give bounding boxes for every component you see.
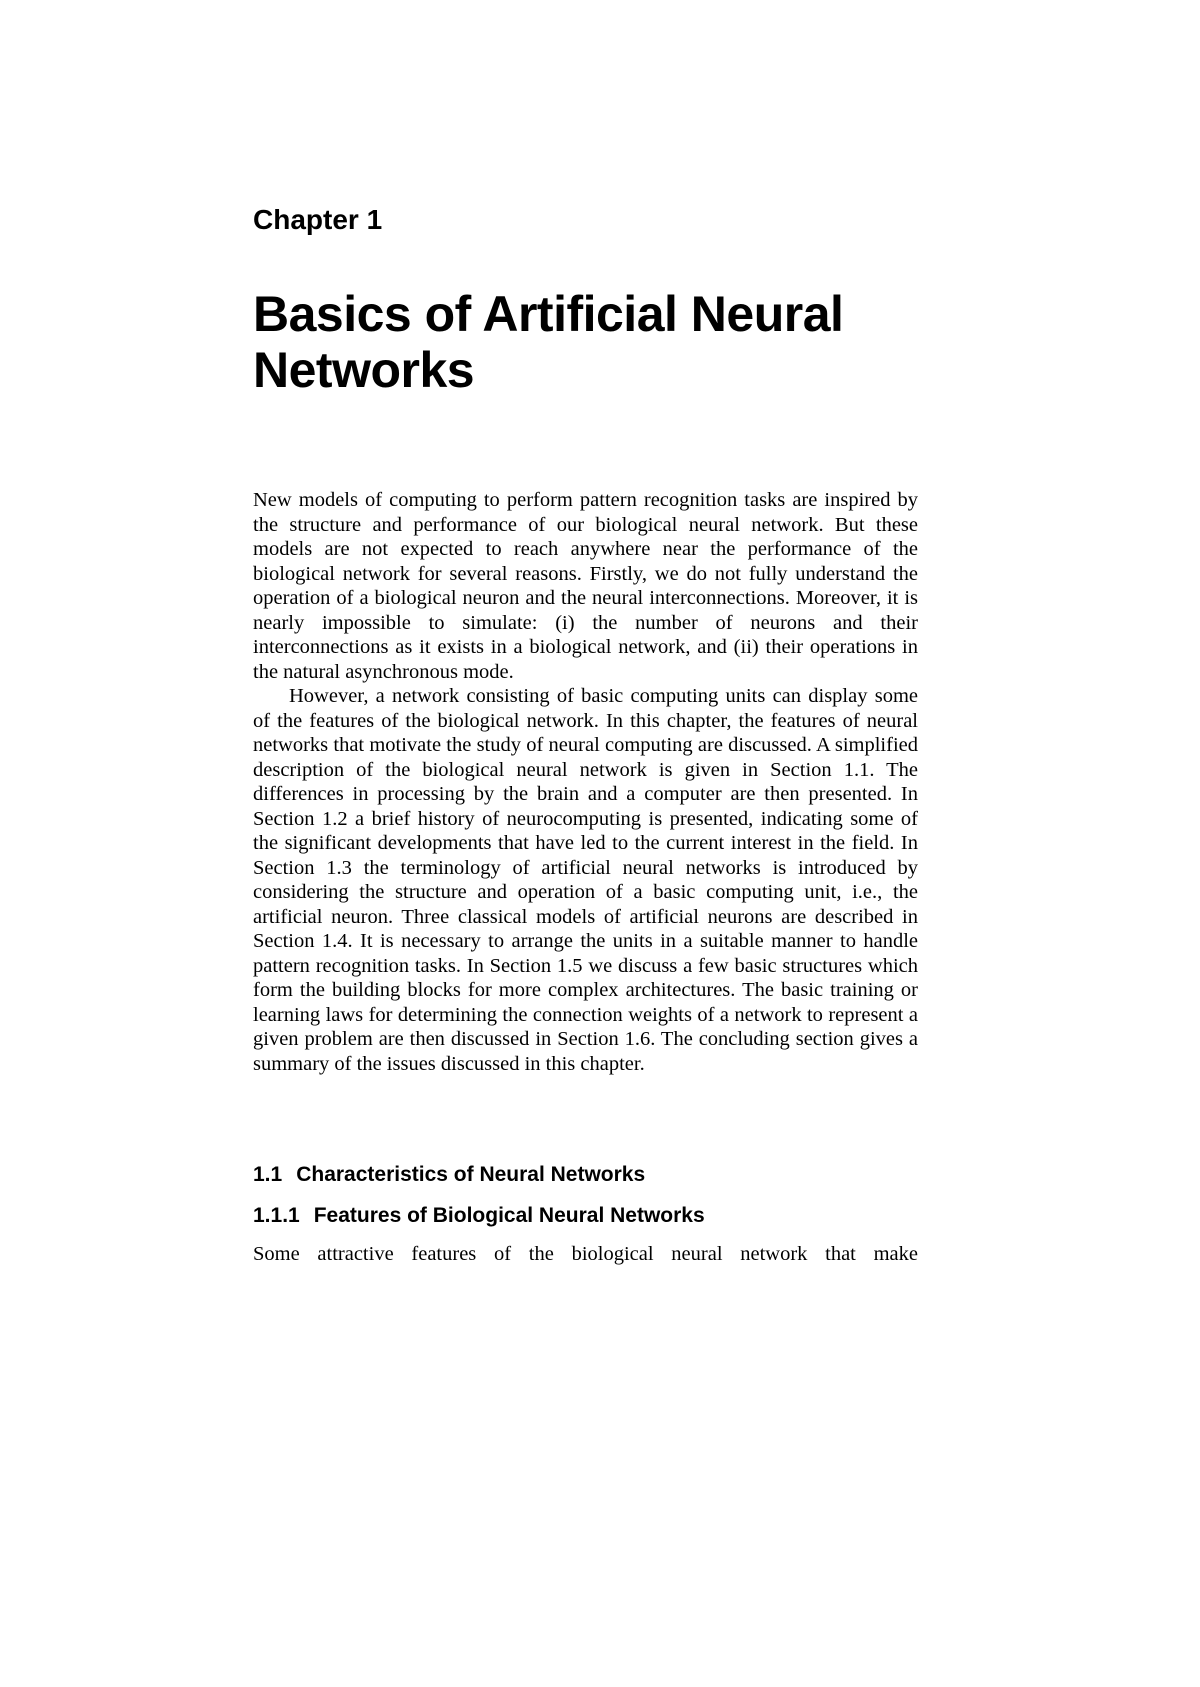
- section-title: Characteristics of Neural Networks: [296, 1163, 646, 1186]
- intro-paragraph-2: However, a network consisting of basic computing units can display some of the features of the biological network. In this chapter, the features of neural networks that motivate the study of neural computing are discussed. A simplified description of the biological neural network is given in Section 1.1. The differences in processing by the brain and a computer are then presented. In Section 1.2 a brief history of neurocomputing is presented, indicating some of the significant developments that have led to the current interest in the field. In Section 1.3 the terminology of artificial neural networks is introduced by considering the structure and operation of a basic computing unit, i.e., the artificial neuron. Three classical models of artificial neurons are described in Section 1.4. It is necessary to arrange the units in a suitable manner to handle pattern recognition tasks. In Section 1.5 we discuss a few basic structures which form the building blocks for more complex architectures. The basic training or learning laws for determining the connection weights of a network to represent a given problem are then discussed in Section 1.6. The concluding section gives a summary of the issues discussed in this chapter.: [253, 685, 918, 1075]
- intro-paragraph-1: New models of computing to perform pattern recognition tasks are inspired by the structure and performance of our biological neural network. But these models are not expected to reach anywhere near the performance of the biological network for several reasons. Firstly, we do not fully understand the operation of a biological neuron and the neural interconnections. Moreover, it is nearly impossible to simulate: (i) the number of neurons and their interconnections as it exists in a biological network, and (ii) their operations in the natural asynchronous mode.: [253, 489, 918, 683]
- chapter-title: Basics of Artificial Neural Networks: [253, 286, 844, 398]
- chapter-label: Chapter 1: [253, 204, 383, 235]
- subsection-number: 1.1.1: [253, 1204, 300, 1227]
- subsection-title: Features of Biological Neural Networks: [313, 1204, 705, 1227]
- section-heading-1-1-1: [253, 1203, 705, 1229]
- section-heading-1-1: [253, 1162, 645, 1188]
- section-number: 1.1: [253, 1163, 283, 1186]
- section-body-start: Some attractive features of the biological neural network that make: [253, 1243, 918, 1265]
- intro-body: [253, 488, 918, 1076]
